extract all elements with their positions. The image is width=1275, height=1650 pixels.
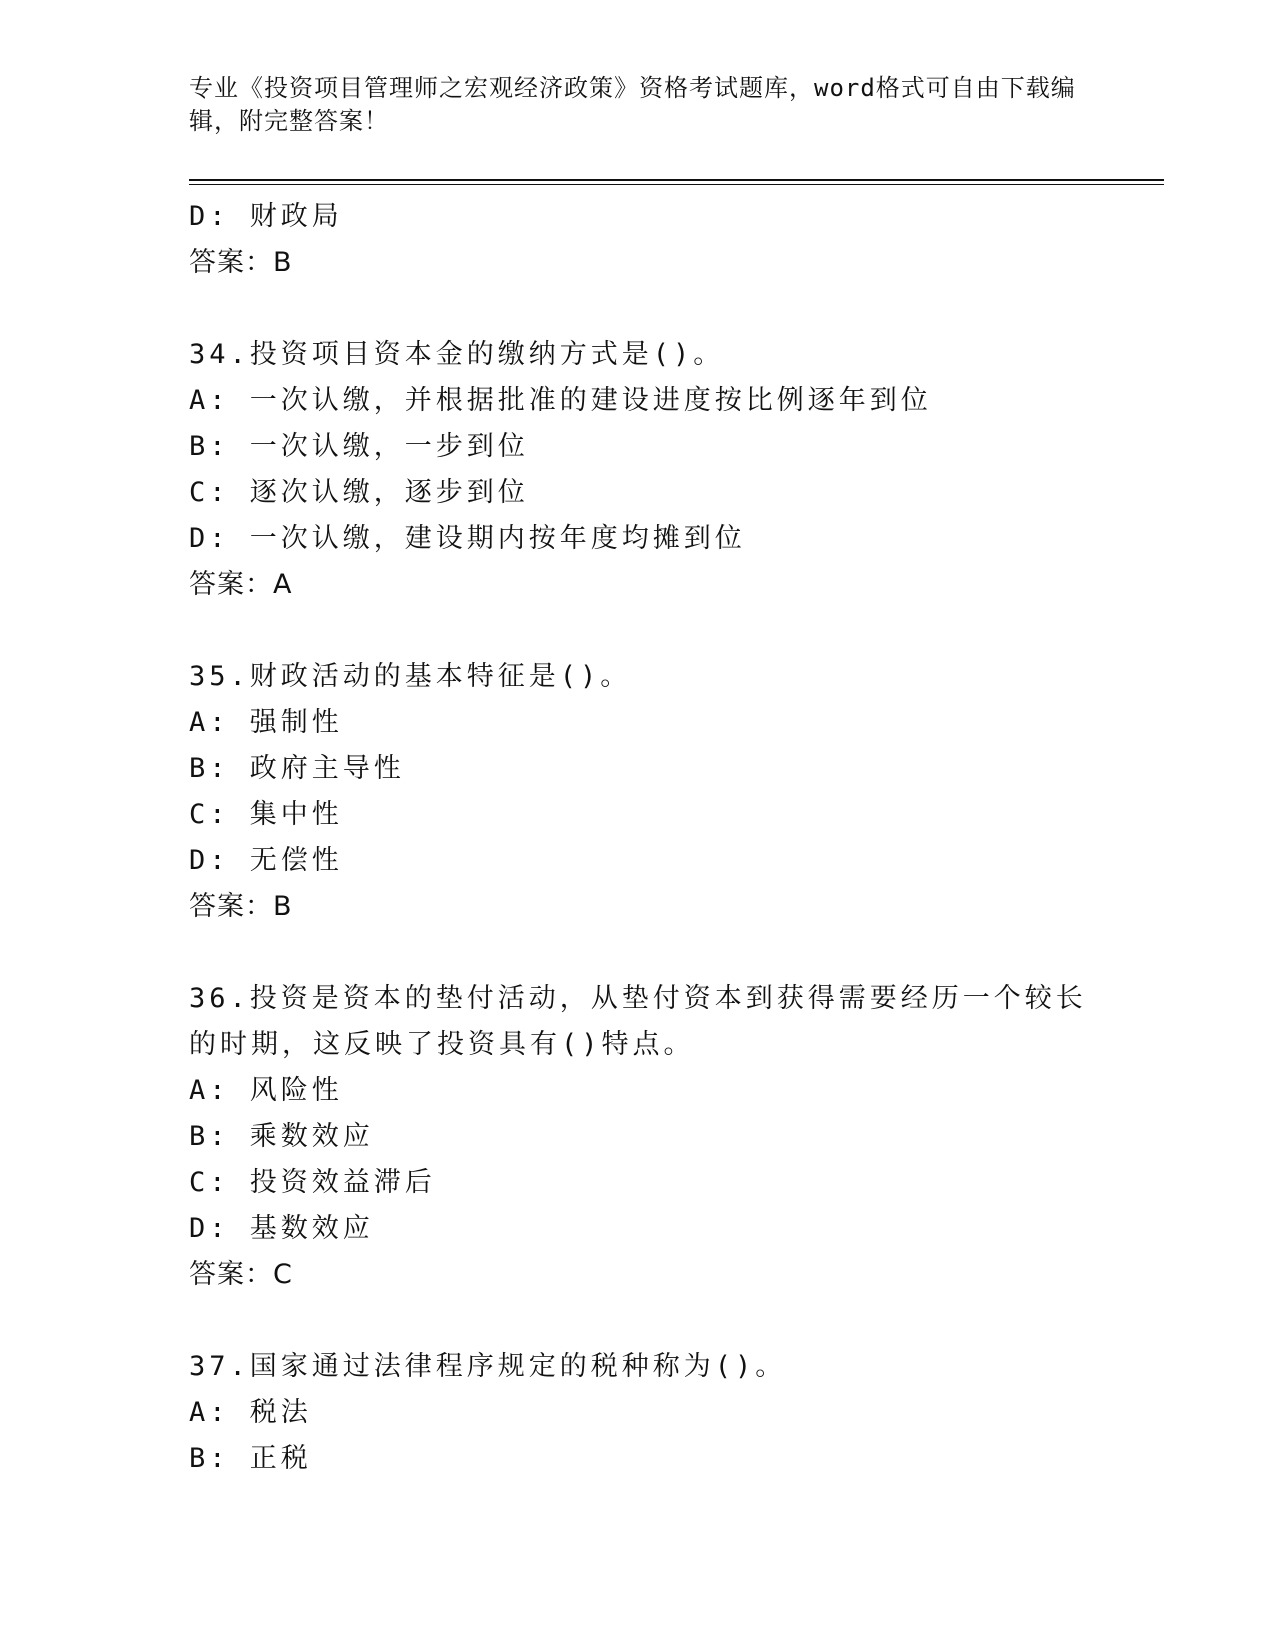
answer: 答案：C <box>189 1259 293 1290</box>
option-b: B: 正税 <box>189 1443 312 1474</box>
question-list <box>189 194 1089 1482</box>
question-stem: 34.投资项目资本金的缴纳方式是()。 <box>189 339 725 370</box>
option-d: D: 基数效应 <box>189 1213 374 1244</box>
option-d: D: 无偿性 <box>189 845 343 876</box>
option-b: B: 一次认缴，一步到位 <box>189 431 529 462</box>
question-34 <box>189 332 1089 608</box>
option-a: A: 一次认缴，并根据批准的建设进度按比例逐年到位 <box>189 385 932 416</box>
option-c: C: 投资效益滞后 <box>189 1167 436 1198</box>
document-header: 专业《投资项目管理师之宏观经济政策》资格考试题库，word格式可自由下载编辑，附完整答案！ <box>189 74 1076 135</box>
question-37 <box>189 1344 1089 1482</box>
answer: 答案：B <box>189 247 293 278</box>
header-rule-thin <box>189 184 1164 185</box>
option-d: D: 财政局 <box>189 201 343 232</box>
question-stem: 37.国家通过法律程序规定的税种称为()。 <box>189 1351 787 1382</box>
option-b: B: 政府主导性 <box>189 753 405 784</box>
option-c: C: 逐次认缴，逐步到位 <box>189 477 529 508</box>
option-a: A: 风险性 <box>189 1075 343 1106</box>
answer: 答案：A <box>189 569 293 600</box>
question-stem: 36.投资是资本的垫付活动，从垫付资本到获得需要经历一个较长的时期，这反映了投资具有()特点。 <box>189 983 1087 1060</box>
question-36 <box>189 976 1089 1298</box>
question-stem: 35.财政活动的基本特征是()。 <box>189 661 632 692</box>
answer: 答案：B <box>189 891 293 922</box>
option-d: D: 一次认缴，建设期内按年度均摊到位 <box>189 523 746 554</box>
option-a: A: 强制性 <box>189 707 343 738</box>
option-c: C: 集中性 <box>189 799 343 830</box>
option-a: A: 税法 <box>189 1397 312 1428</box>
option-b: B: 乘数效应 <box>189 1121 374 1152</box>
header-rule-thick <box>189 179 1164 181</box>
question-35 <box>189 654 1089 930</box>
